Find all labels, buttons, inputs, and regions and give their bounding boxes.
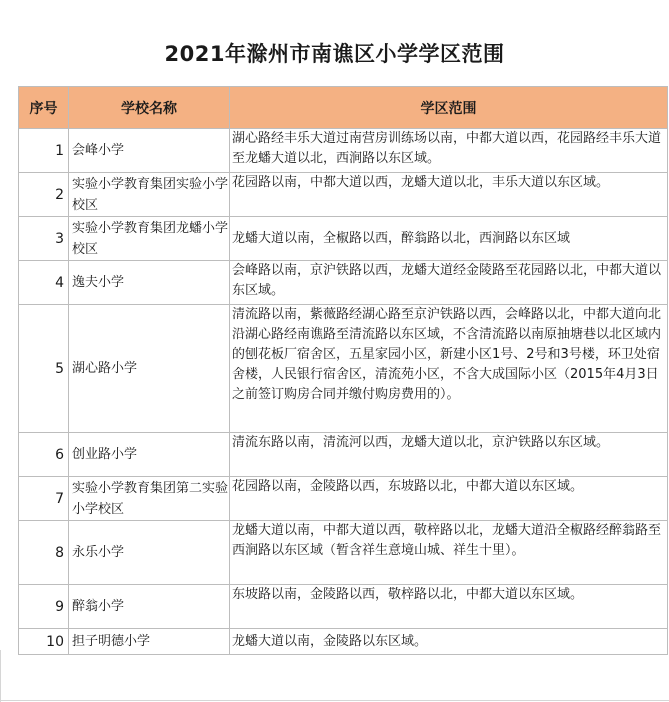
school-district-table [18,86,668,655]
row-area: 会峰路以南，京沪铁路以西，龙蟠大道经金陵路至花园路以北，中都大道以东区域。 [230,261,668,305]
table-row [19,305,668,433]
row-seq: 8 [19,521,69,585]
row-area: 清流路以南，紫薇路经湖心路至京沪铁路以西，会峰路以北，中都大道向北沿湖心路经南谯路至清流路以东区域，不含清流路以南原抽塘巷以北区域内的刨花板厂宿舍区，五星家园小区，新建小区1号、2号和3号楼，环卫处宿舍楼，人民银行宿舍区，清流苑小区，不含大成国际小区（2015年4月3日之前签订购房合同并缴付购房费用的）。 [230,305,668,433]
table-row [19,129,668,173]
table-row [19,521,668,585]
row-area: 花园路以南，金陵路以西，东坡路以北，中都大道以东区域。 [230,477,668,521]
row-school: 实验小学教育集团实验小学校区 [69,173,230,217]
row-area: 清流东路以南，清流河以西，龙蟠大道以北，京沪铁路以东区域。 [230,433,668,477]
frame-bottom-edge [0,700,669,701]
row-area: 龙蟠大道以南，中都大道以西，敬梓路以北，龙蟠大道沿全椒路经醉翁路至西涧路以东区域（暂含祥生意境山城、祥生十里）。 [230,521,668,585]
header-row [19,87,668,129]
row-seq: 6 [19,433,69,477]
header-area: 学区范围 [230,87,668,129]
row-school: 担子明德小学 [69,629,230,655]
header-seq: 序号 [19,87,69,129]
table-row [19,629,668,655]
document-title: 2021年滁州市南谯区小学学区范围 [164,42,505,66]
table-row [19,433,668,477]
row-area: 龙蟠大道以南，全椒路以西，醉翁路以北，西涧路以东区域 [230,217,668,261]
row-seq: 1 [19,129,69,173]
table-row [19,261,668,305]
row-seq: 7 [19,477,69,521]
row-seq: 5 [19,305,69,433]
row-school: 创业路小学 [69,433,230,477]
row-school: 湖心路小学 [69,305,230,433]
row-school: 永乐小学 [69,521,230,585]
row-school: 会峰小学 [69,129,230,173]
table-row [19,477,668,521]
row-seq: 10 [19,629,69,655]
table-row [19,585,668,629]
row-area: 龙蟠大道以南，金陵路以东区域。 [230,629,668,655]
row-seq: 4 [19,261,69,305]
header-school: 学校名称 [69,87,230,129]
row-school: 实验小学教育集团龙蟠小学校区 [69,217,230,261]
row-school: 醉翁小学 [69,585,230,629]
row-area: 湖心路经丰乐大道过南营房训练场以南，中都大道以西，花园路经丰乐大道至龙蟠大道以北，西涧路以东区域。 [230,129,668,173]
row-seq: 9 [19,585,69,629]
row-area: 东坡路以南，金陵路以西，敬梓路以北，中都大道以东区域。 [230,585,668,629]
table-row [19,173,668,217]
frame-left-edge [0,650,1,702]
row-area: 花园路以南，中都大道以西，龙蟠大道以北，丰乐大道以东区域。 [230,173,668,217]
row-seq: 2 [19,173,69,217]
row-school: 实验小学教育集团第二实验小学校区 [69,477,230,521]
row-school: 逸夫小学 [69,261,230,305]
table-row [19,217,668,261]
row-seq: 3 [19,217,69,261]
